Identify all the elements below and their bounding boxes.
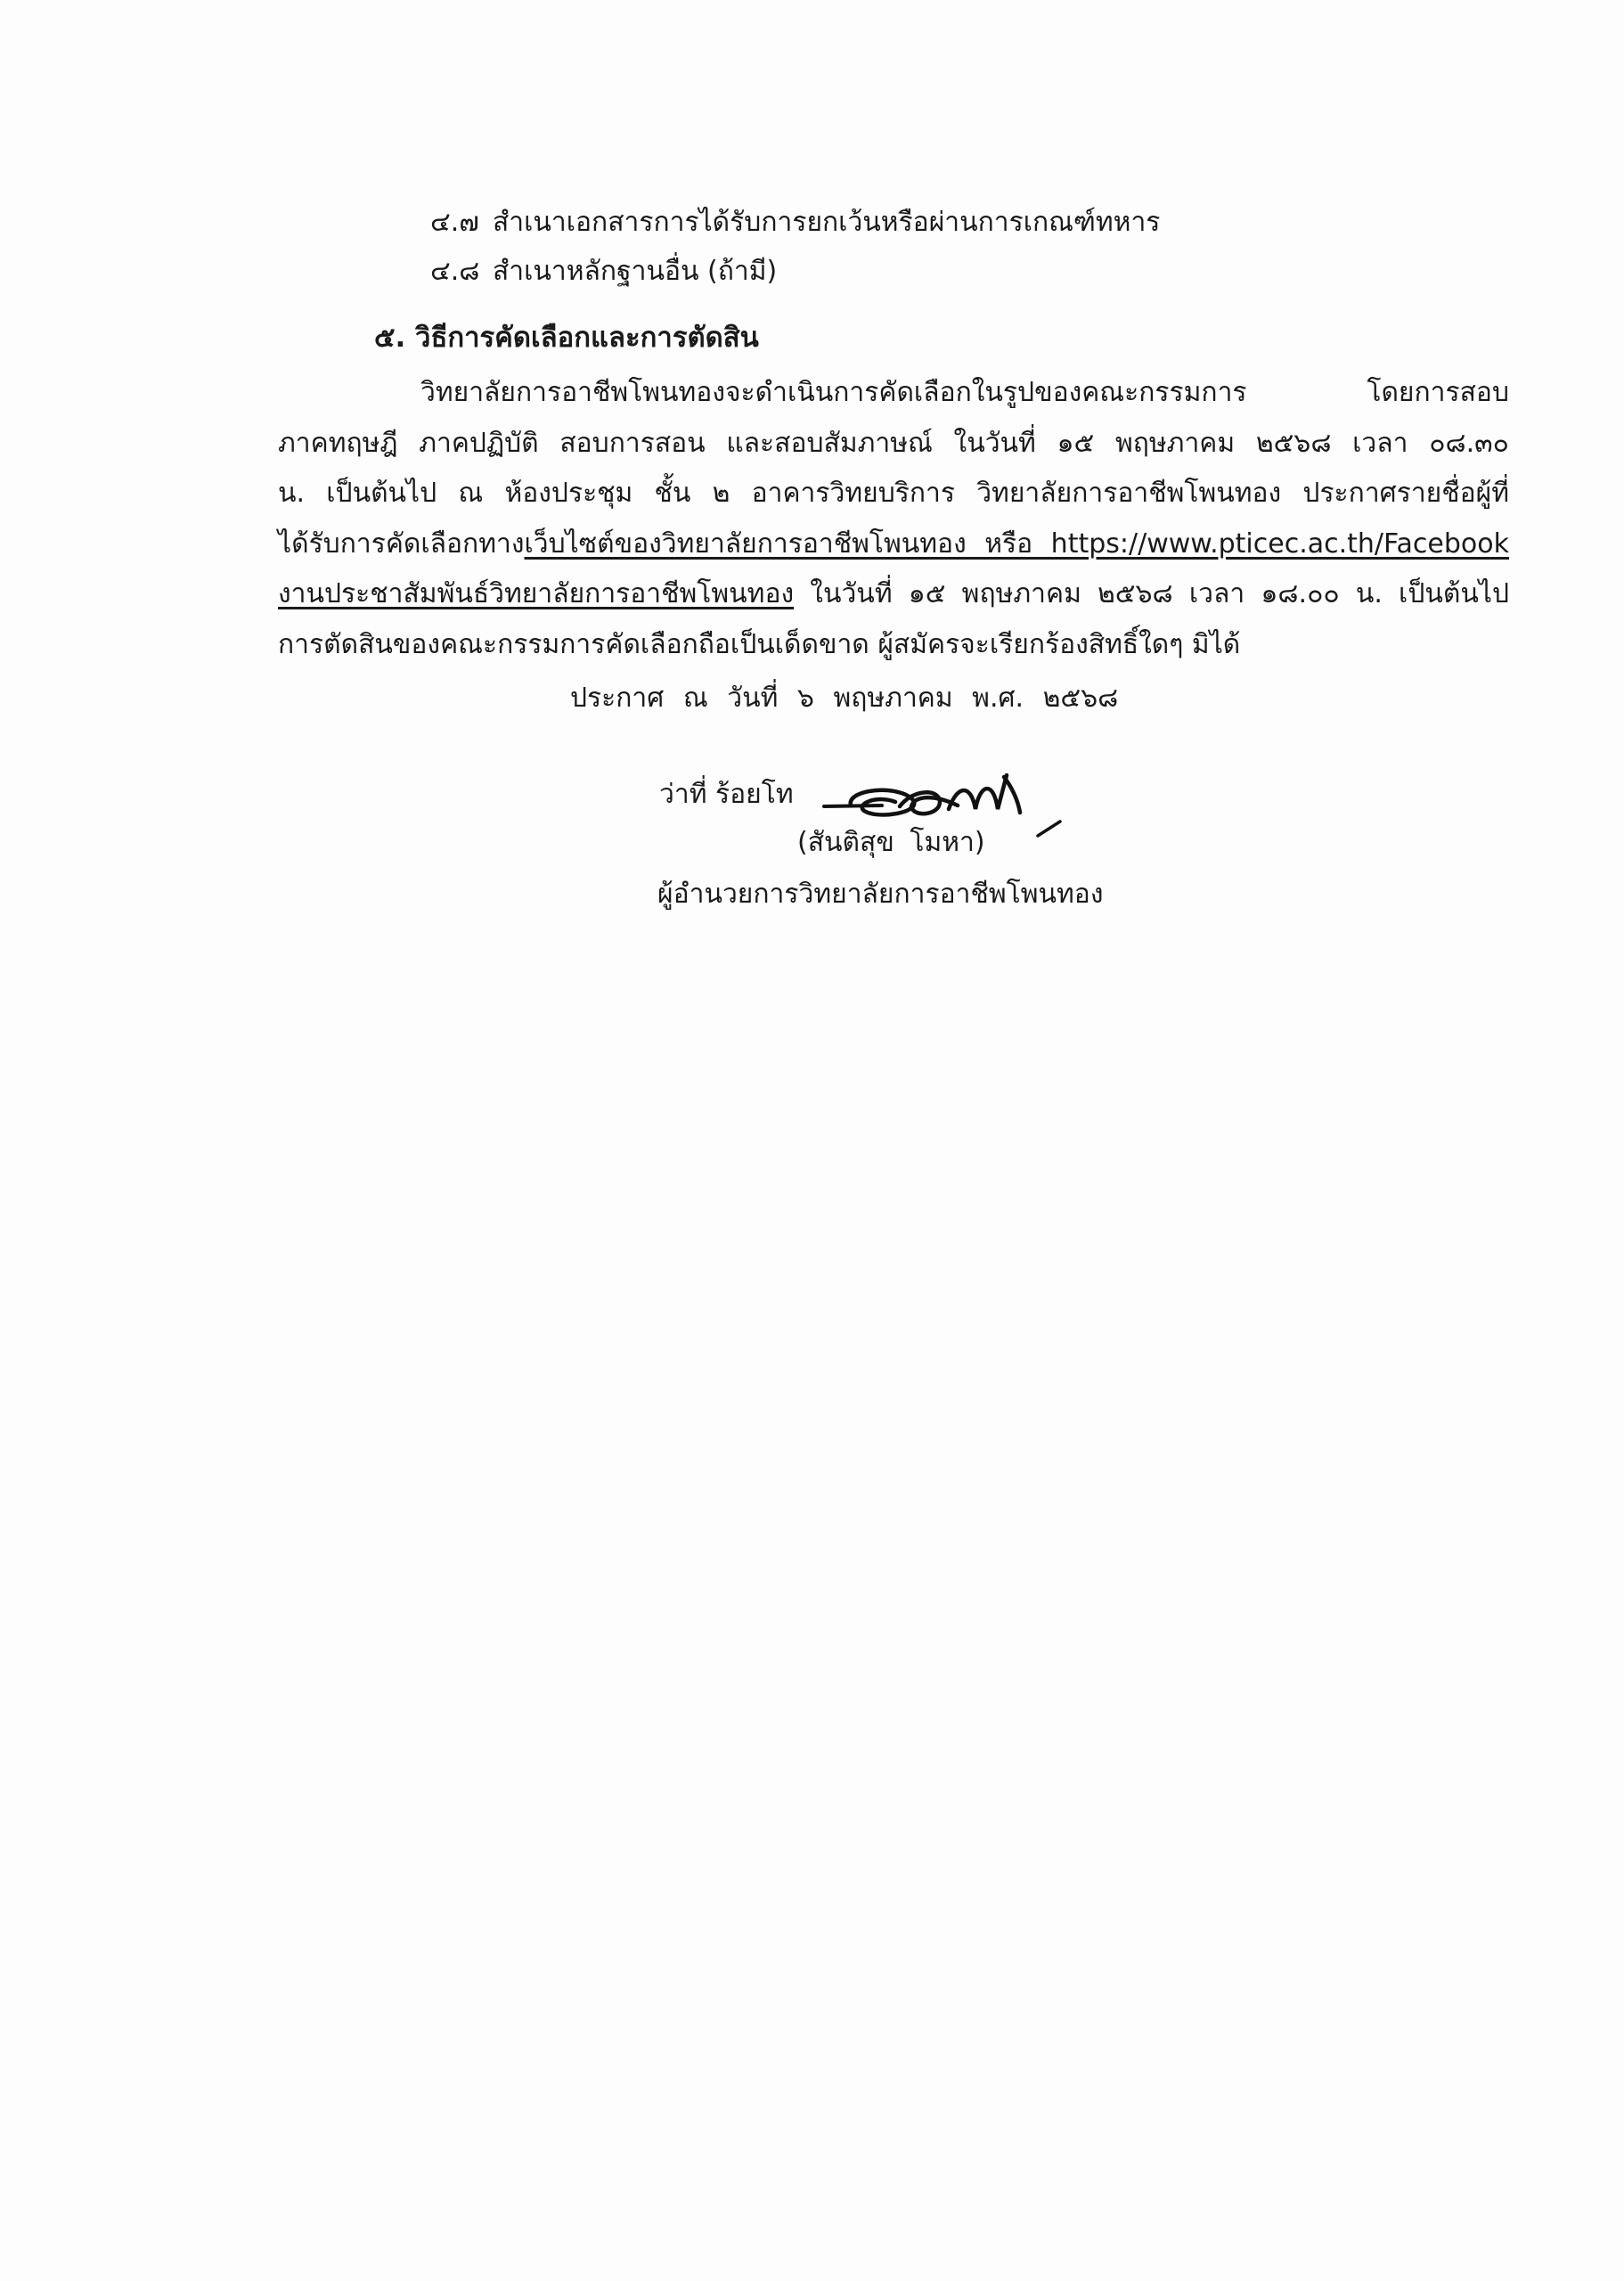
paragraph-line-with-link <box>278 569 1509 620</box>
item-number: ๔.๘ <box>430 256 480 287</box>
section-heading: ๕. วิธีการคัดเลือกและการตัดสิน <box>374 322 759 354</box>
item-text: สำเนาเอกสารการได้รับการยกเว้นหรือผ่านการเกณฑ์ทหาร <box>493 207 1161 238</box>
paragraph-line: ภาคทฤษฎี ภาคปฏิบัติ สอบการสอน และสอบสัมภาษณ์ ในวันที่ ๑๕ พฤษภาคม ๒๕๖๘ เวลา ๐๘.๓๐ <box>278 427 1509 459</box>
announcement-date: ประกาศ ณ วันที่ ๖ พฤษภาคม พ.ศ. ๒๕๖๘ <box>570 683 1119 714</box>
signature-block <box>659 775 1194 918</box>
body-paragraph <box>278 368 1509 671</box>
paragraph-line-with-link <box>278 519 1509 570</box>
paragraph-text: ได้รับการคัดเลือกทาง <box>278 527 525 560</box>
paragraph-line: น. เป็นต้นไป ณ ห้องประชุม ชั้น ๒ อาคารวิทยบริการ วิทยาลัยการอาชีพโพนทอง ประกาศรายชื่อผู้ที่ <box>278 478 1509 510</box>
website-link[interactable]: เว็บไซต์ของวิทยาลัยการอาชีพโพนทอง หรือ https://www.pticec.ac.th/Facebook <box>524 527 1509 560</box>
signer-name: (สันติสุข โมหา) <box>797 827 985 858</box>
signer-position: ผู้อำนวยการวิทยาลัยการอาชีพโพนทอง <box>657 879 1104 910</box>
item-text: สำเนาหลักฐานอื่น (ถ้ามี) <box>493 256 778 287</box>
paragraph-text: ในวันที่ ๑๕ พฤษภาคม ๒๕๖๘ เวลา ๑๘.๐๐ น. เป็นต้นไป <box>794 578 1509 610</box>
paragraph-line: วิทยาลัยการอาชีพโพนทองจะดำเนินการคัดเลือกในรูปของคณะกรรมการ โดยการสอบ <box>420 377 1509 408</box>
list-item <box>430 203 1160 242</box>
item-number: ๔.๗ <box>430 207 479 238</box>
paragraph-line: การตัดสินของคณะกรรมการคัดเลือกถือเป็นเด็ดขาด ผู้สมัครจะเรียกร้องสิทธิ์ใดๆ มิได้ <box>278 628 1241 660</box>
facebook-page-link[interactable]: งานประชาสัมพันธ์วิทยาลัยการอาชีพโพนทอง <box>278 578 795 610</box>
signer-rank: ว่าที่ ร้อยโท <box>659 779 794 810</box>
list-item <box>430 252 777 291</box>
